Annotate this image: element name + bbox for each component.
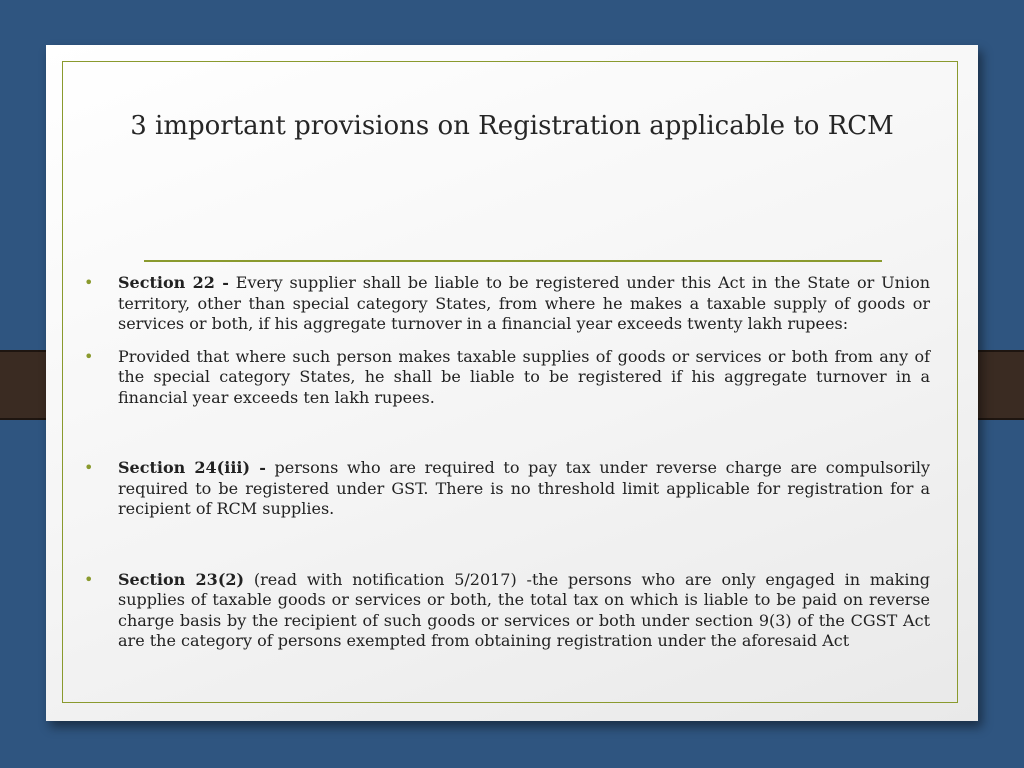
provision-text: persons who are required to pay tax under reverse charge are compulsorily required to be registered under GST. There is no threshold limit applicable for registration for a recipient of RCM supplies. [118,458,931,518]
slide-title: 3 important provisions on Registration applicable to RCM [130,111,894,141]
provision-text: Provided that where such person makes taxable supplies of goods or services or both from any of the special category States, he shall be liable to be registered if his aggregate turnover in a financial year exceeds ten lakh rupees. [118,346,930,407]
bullet-icon: • [84,346,94,366]
bullet-icon: • [84,569,94,589]
list-item [84,273,930,335]
slide-card [46,45,978,721]
section-heading: Section 22 - [118,273,229,292]
section-heading: Section 23(2) [118,569,245,589]
list-item [84,458,930,520]
bullet-icon: • [84,458,94,477]
list-item [84,570,930,652]
provisions-list [84,273,930,652]
list-item [84,347,930,409]
title-divider [144,260,882,262]
provision-text: (read with notification 5/2017) -the persons who are only engaged in making supplies of taxable goods or services or both, the total tax on which is liable to be paid on reverse charge basis by the recipient of such goods or services or both under section 9(3) of the CGST Act are the category of persons exempted from obtaining registration under the aforesaid Act [118,569,930,650]
bullet-icon: • [84,273,94,292]
section-heading: Section 24(iii) - [118,458,266,477]
provision-text: Every supplier shall be liable to be registered under this Act in the State or Union territory, other than special category States, from where he makes a taxable supply of goods or services or both, if his aggregate turnover in a financial year exceeds twenty lakh rupees: [118,273,931,333]
